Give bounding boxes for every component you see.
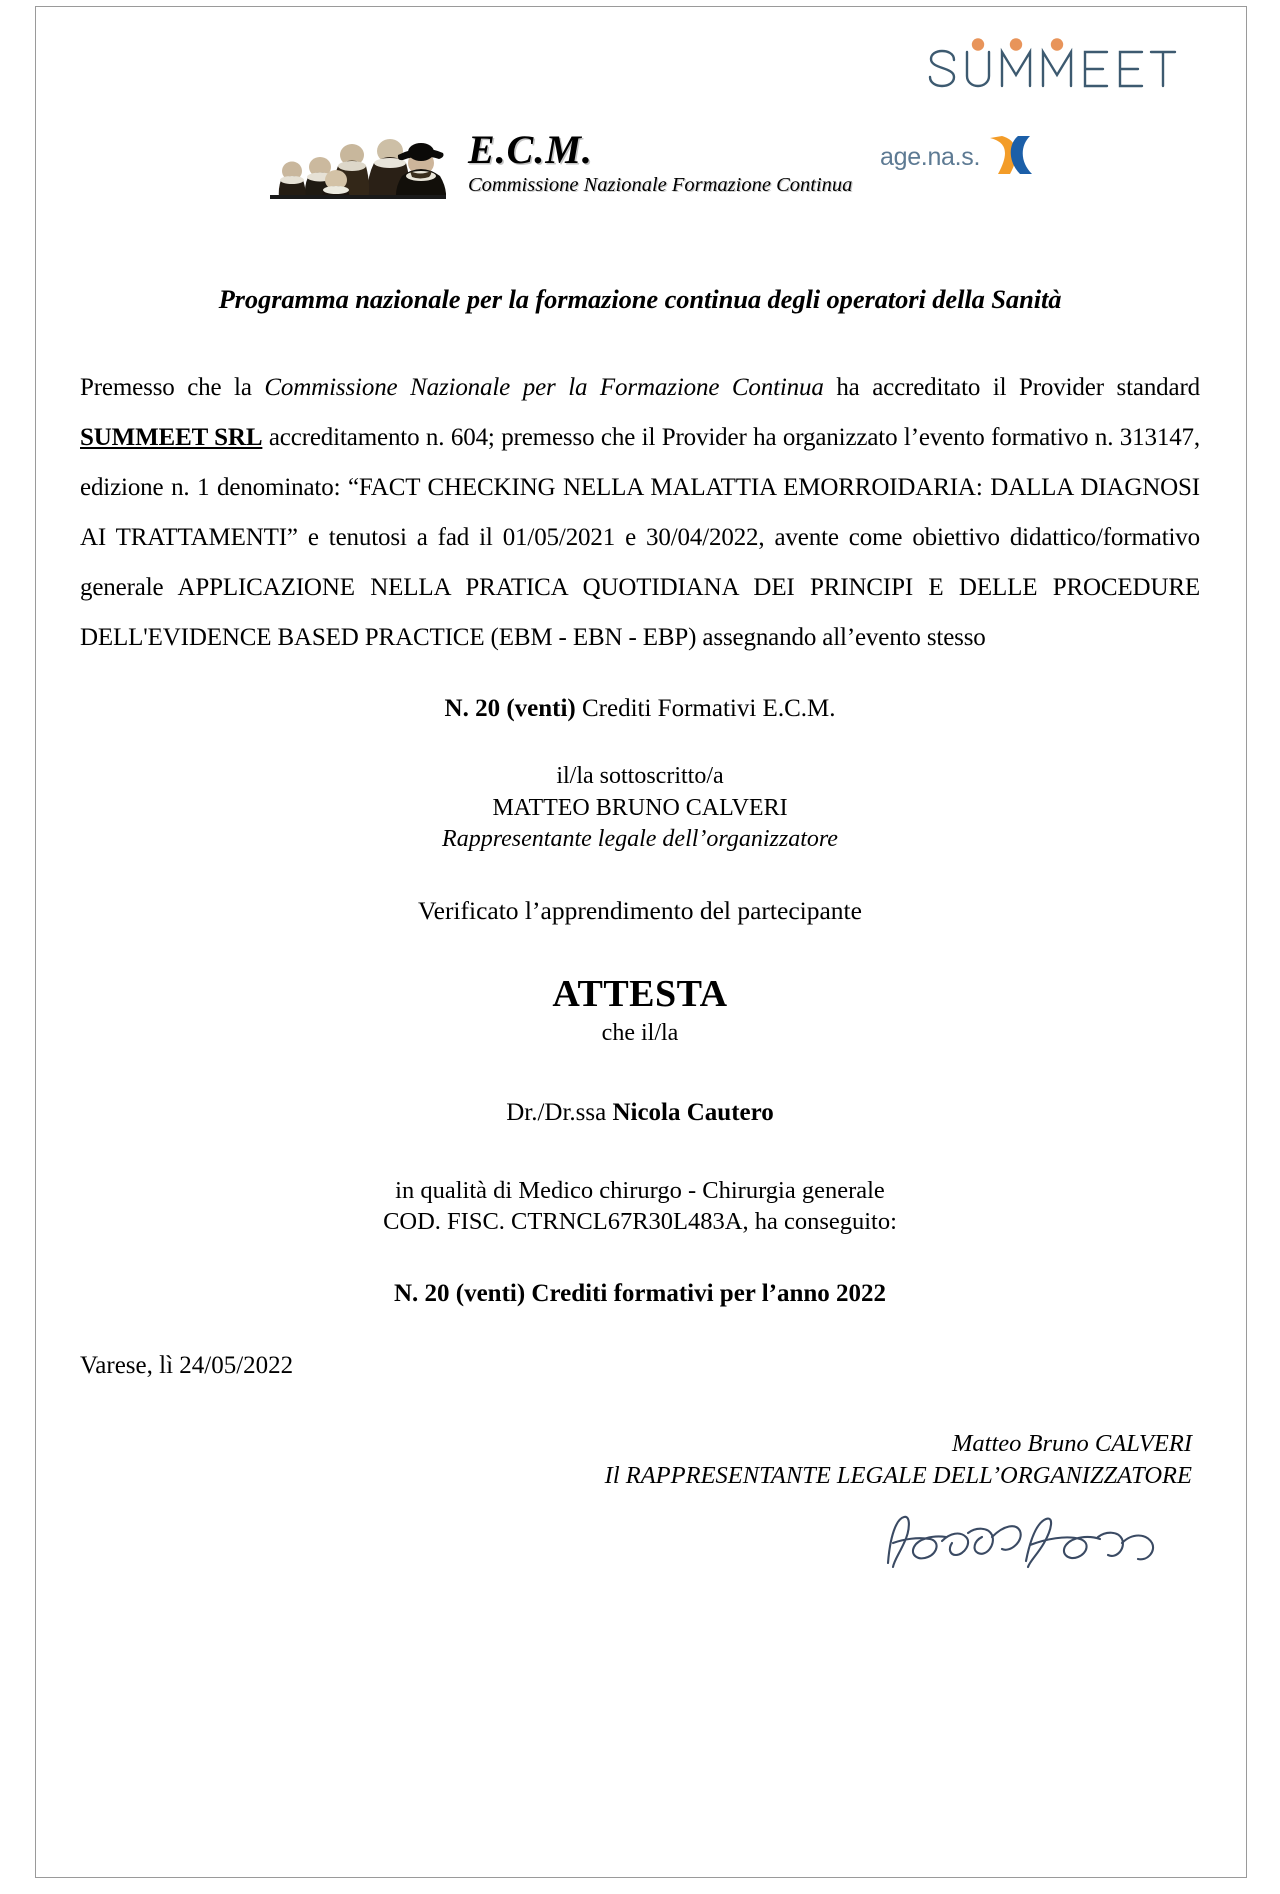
- ecm-subtitle: Commissione Nazionale Formazione Continua: [468, 174, 853, 196]
- attesta-heading: ATTESTA: [552, 973, 728, 1016]
- participant-line: [80, 1099, 1200, 1127]
- ecm-logo: [270, 127, 853, 199]
- credits-year-line: N. 20 (venti) Crediti formativi per l’anno 2022: [393, 1279, 887, 1307]
- provider-name: SUMMEET SRL: [80, 424, 263, 451]
- premise-paragraph: [80, 363, 1200, 663]
- ecm-agenas-row: [80, 122, 1200, 222]
- participant-qualification: in qualità di Medico chirurgo - Chirurgia generale: [395, 1177, 885, 1205]
- premise-text-a: Premesso che la: [80, 374, 265, 401]
- agenas-logo: [880, 132, 1034, 183]
- participant-qualification-block: [80, 1175, 1200, 1238]
- signatory-block: [80, 761, 1200, 856]
- signatory-name: MATTEO BRUNO CALVERI: [492, 794, 788, 821]
- ecm-text: [468, 127, 853, 199]
- credits-line: [80, 695, 1200, 723]
- ecm-acronym: E.C.M.: [468, 127, 593, 172]
- summeet-logo: [926, 38, 1178, 100]
- commissione-name: Commissione Nazionale per la Formazione Continua: [264, 374, 824, 401]
- premise-text-b: ha accreditato il Provider standard: [823, 374, 1200, 401]
- signature-name: Matteo Bruno CALVERI: [952, 1429, 1192, 1457]
- handwritten-signature-icon: [80, 1503, 1200, 1579]
- signature-block: [80, 1428, 1200, 1492]
- agenas-logo-text: age.na.s.: [880, 143, 981, 171]
- signatory-role: Rappresentante legale dell’organizzatore: [442, 826, 838, 853]
- credits-amount: N. 20 (venti): [444, 695, 576, 722]
- ecm-painting-icon: [270, 133, 446, 199]
- che-illa-label: che il/la: [601, 1020, 679, 1047]
- verification-line: Verificato l’apprendimento del partecipante: [418, 896, 862, 926]
- credits-amount-rest: Crediti Formativi E.C.M.: [575, 695, 836, 722]
- signature-role: Il RAPPRESENTANTE LEGALE DELL’ORGANIZZATORE: [604, 1461, 1192, 1489]
- participant-fiscal-code-line: COD. FISC. CTRNCL67R30L483A, ha conseguito:: [383, 1208, 897, 1236]
- header-logo-row: [80, 0, 1200, 120]
- page-title: Programma nazionale per la formazione continua degli operatori della Sanità: [218, 284, 1062, 314]
- premise-text-c: accreditamento n. 604; premesso che il Provider ha organizzato l’evento formativo n. 313147, edizione n. 1 denominato: “FACT CHECKING NELLA MALATTIA EMORROIDARIA: DALLA DIAGNOSI AI TRATTAMENTI” e tenutosi a fad il 01/05/2021 e 30/04/2022, avente come obiettivo didattico/formativo generale APPLICAZIONE NELLA PRATICA QUOTIDIANA DEI PRINCIPI E DELLE PROCEDURE DELL'EVIDENCE BASED PRACTICE (EBM - EBN - EBP) assegnando all’evento stesso: [80, 424, 1200, 651]
- participant-name: Nicola Cautero: [612, 1099, 774, 1127]
- participant-prefix: Dr./Dr.ssa: [506, 1099, 613, 1127]
- agenas-mark-icon: [984, 132, 1034, 183]
- place-date: Varese, lì 24/05/2022: [80, 1351, 294, 1379]
- signatory-intro: il/la sottoscritto/a: [556, 763, 724, 789]
